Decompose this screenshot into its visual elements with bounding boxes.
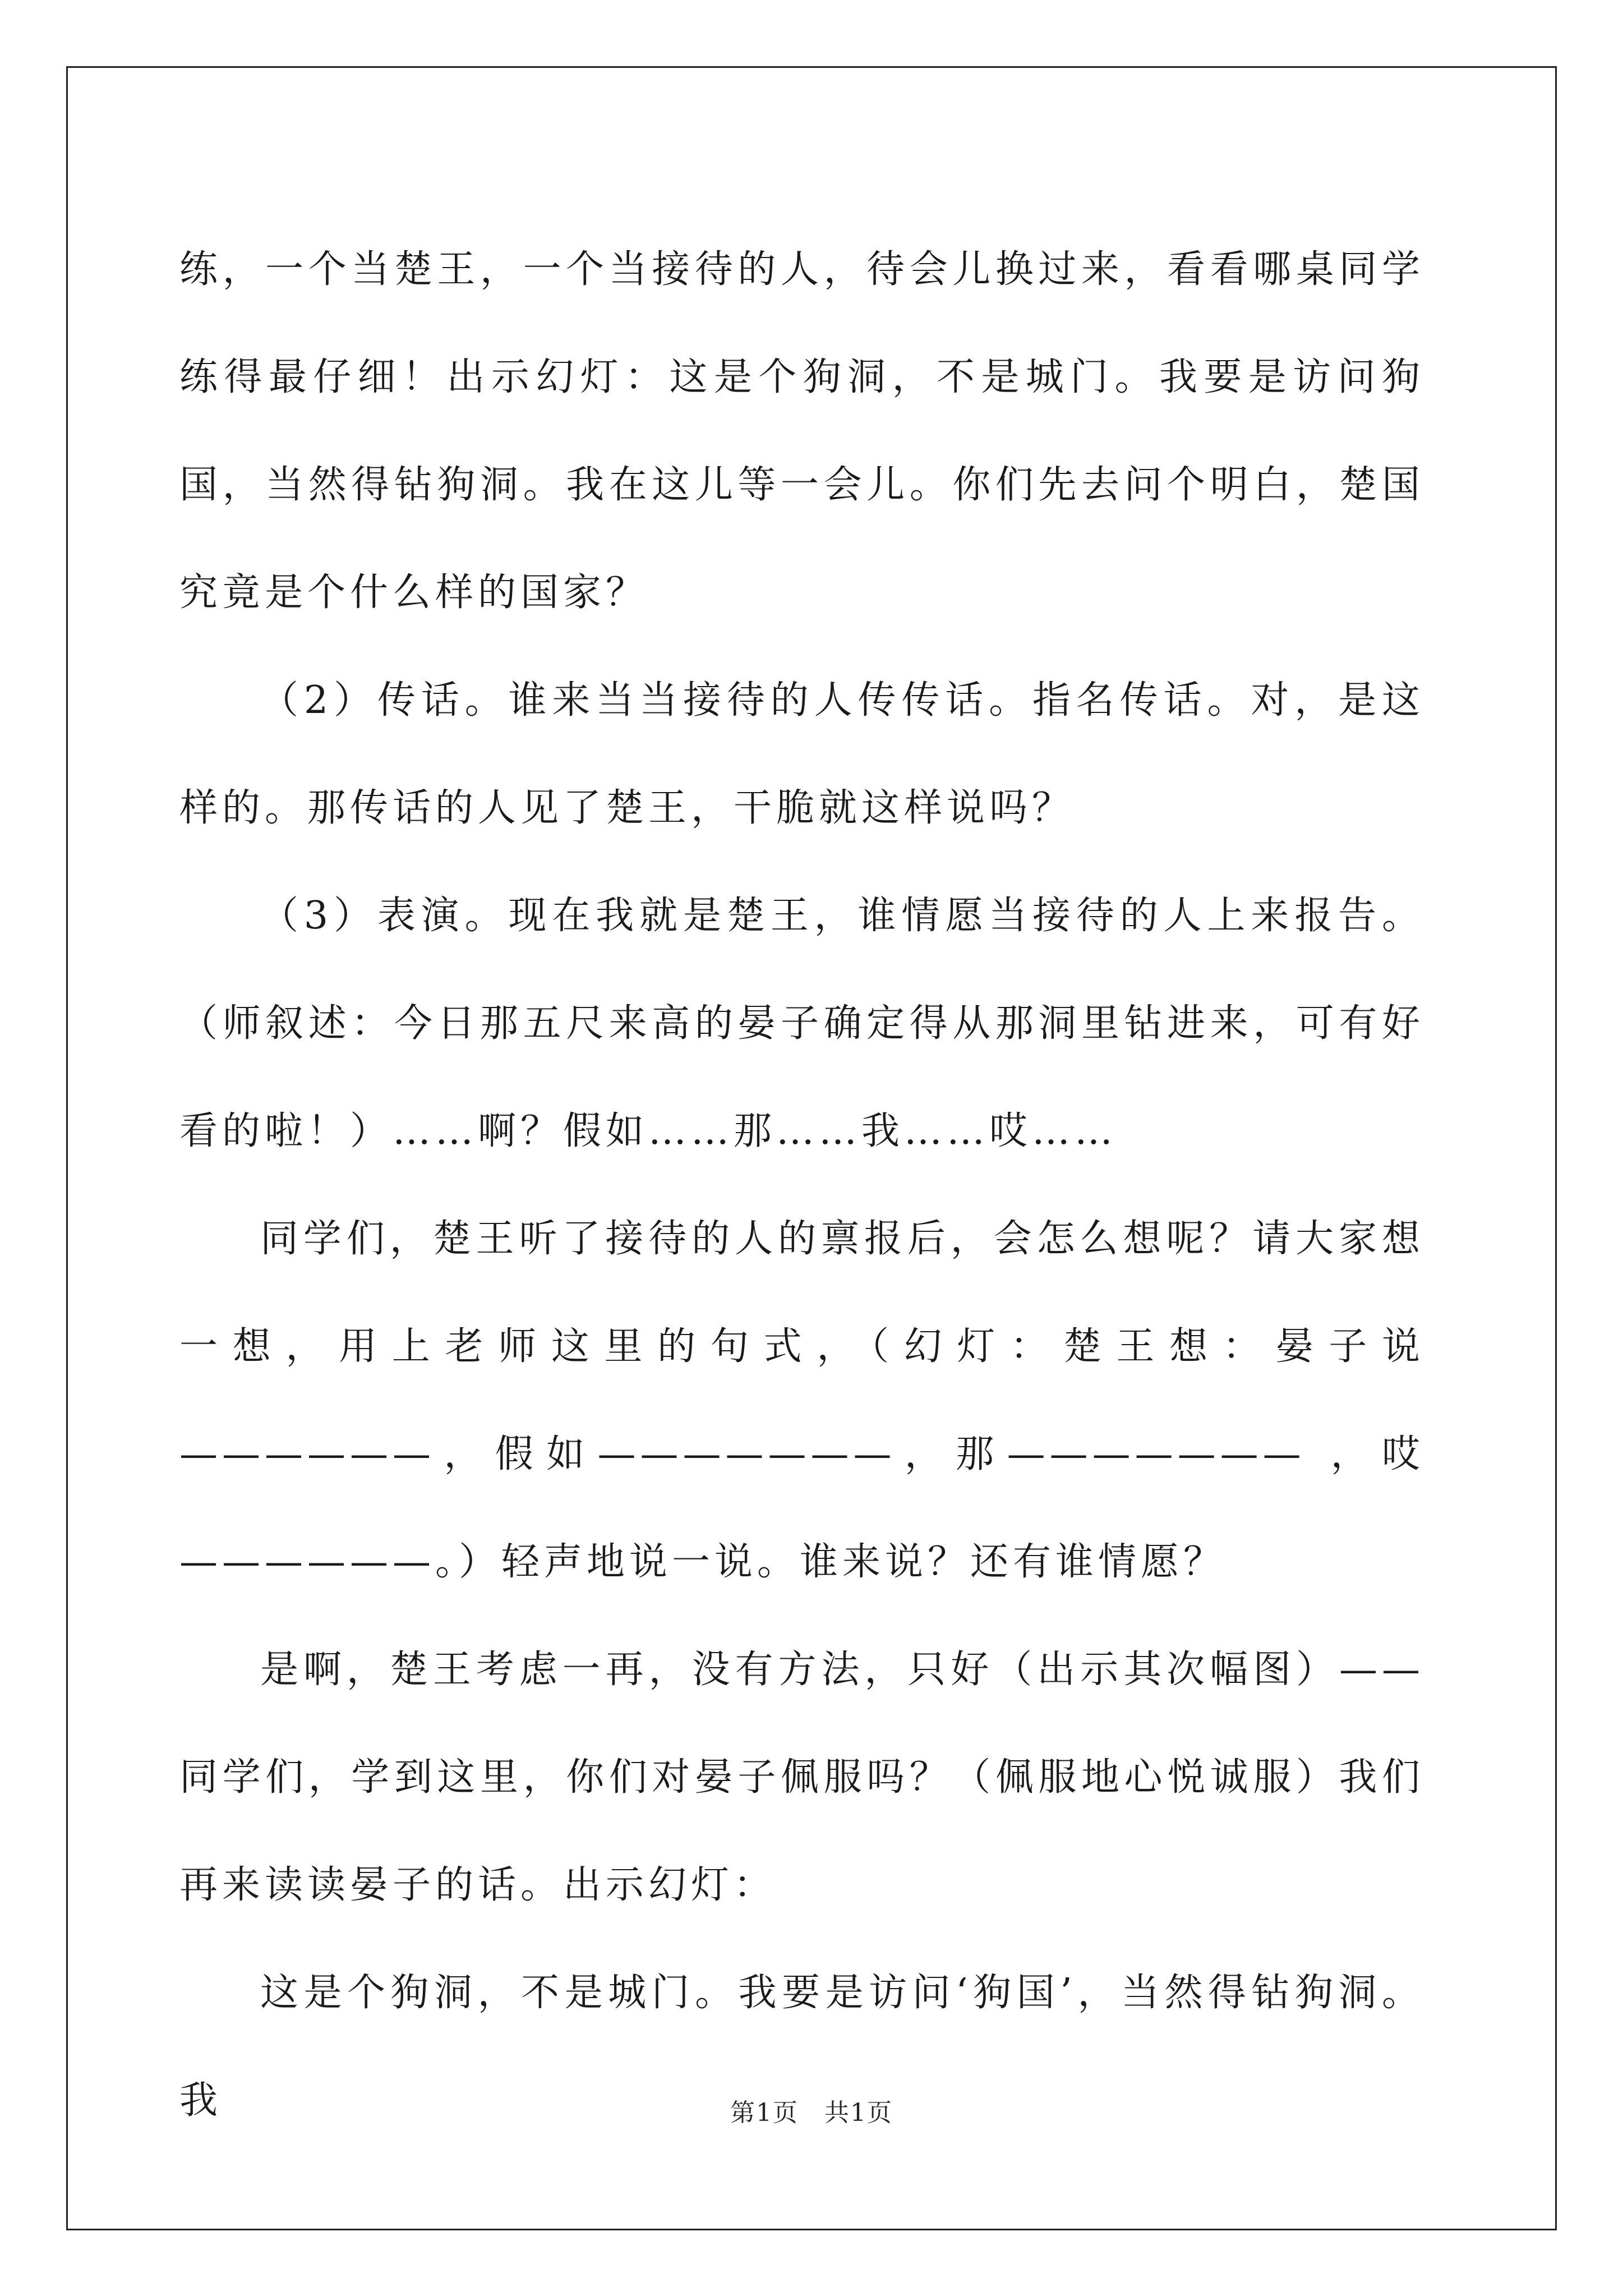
paragraph-5: 是啊，楚王考虑一再，没有方法，只好（出示其次幅图）——同学们，学到这里，你们对晏子佩服吗？（佩服地心悦诚服）我们再来读读晏子的话。出示幻灯： (179, 1648, 1424, 1907)
paragraph-6: 这是个狗洞，不是城门。我要是访问‘狗国’，当然得钻狗洞。我 (179, 1971, 1424, 2123)
paragraph-2: （2）传话。谁来当当接待的人传传话。指名传话。对，是这样的。那传话的人见了楚王，干脆就这样说吗？ (179, 678, 1424, 830)
document-body (179, 216, 1424, 2155)
page-number: 第1页 共1页 (730, 2099, 893, 2127)
paragraph-4: 同学们，楚王听了接待的人的禀报后，会怎么想呢？请大家想一想，用上老师这里的句式，（幻灯：楚王想：晏子说——————，假如———————，那——————— ，哎——————。）轻声地说一说。谁来说？还有谁情愿？ (179, 1217, 1424, 1584)
paragraph-1: 练，一个当楚王，一个当接待的人，待会儿换过来，看看哪桌同学练得最仔细！出示幻灯：这是个狗洞，不是城门。我要是访问狗国，当然得钻狗洞。我在这儿等一会儿。你们先去问个明白，楚国究竟是个什么样的国家？ (179, 247, 1424, 615)
paragraph-3: （3）表演。现在我就是楚王，谁情愿当接待的人上来报告。（师叙述：今日那五尺来高的晏子确定得从那洞里钻进来，可有好看的啦！）……啊？假如……那……我……哎…… (179, 894, 1424, 1153)
